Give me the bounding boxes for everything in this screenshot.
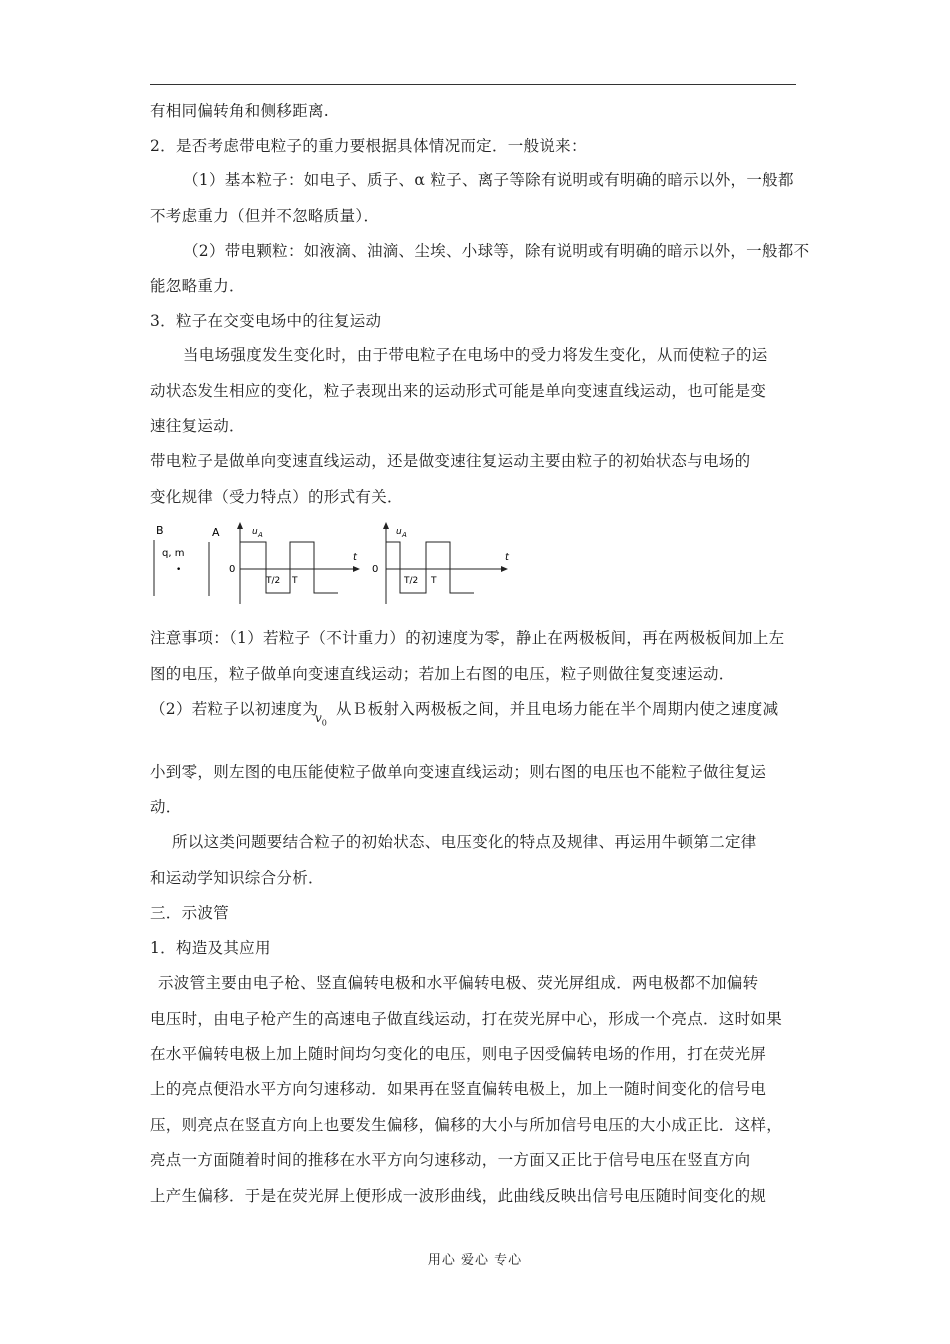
graph-left	[229, 522, 360, 604]
text-line: 不考虑重力（但并不忽略质量）．	[150, 207, 380, 225]
plate-a-label: A	[212, 526, 220, 539]
period-label: T	[292, 576, 298, 586]
graph-right	[372, 522, 510, 604]
page-footer: 用心 爱心 专心	[427, 1253, 523, 1268]
header-rule	[150, 84, 796, 85]
text-line: 上产生偏移．于是在荧光屏上便形成一波形曲线，此曲线反映出信号电压随时间变化的规	[150, 1187, 767, 1205]
text-line: 注意事项：（1）若粒子（不计重力）的初速度为零，静止在两极板间，再在两极板间加上左	[150, 629, 785, 647]
charge-label: q, m	[162, 548, 185, 559]
square-wave	[240, 542, 338, 593]
period-label: T	[431, 576, 437, 586]
y-axis-arrow	[383, 522, 389, 529]
text-line: 2．是否考虑带电粒子的重力要根据具体情况而定．一般说来：	[150, 137, 587, 155]
text-line: 当电场强度发生变化时，由于带电粒子在电场中的受力将发生变化，从而使粒子的运	[183, 346, 768, 364]
text-line: 所以这类问题要结合粒子的初始状态、电压变化的特点及规律、再运用牛顿第二定律	[172, 833, 757, 851]
voltage-diagram	[148, 520, 528, 610]
half-period-label: T/2	[404, 576, 419, 586]
v0-letter: v	[315, 711, 322, 725]
text-line: 动．	[150, 798, 182, 816]
text-line: 动状态发生相应的变化，粒子表现出来的运动形式可能是单向变速直线运动，也可能是变	[150, 382, 767, 400]
text-line: 图的电压，粒子做单向变速直线运动；若加上右图的电压，粒子则做往复变速运动．	[150, 665, 735, 683]
text-line: 小到零，则左图的电压能使粒子做单向变速直线运动；则右图的电压也不能粒子做往复运	[150, 763, 767, 781]
text-line: 速往复运动．	[150, 417, 245, 435]
square-wave	[386, 542, 474, 593]
y-axis-sub: A	[402, 531, 407, 539]
text-line: 从Ｂ板射入两极板之间，并且电场力能在半个周期内使之速度减	[336, 700, 779, 718]
text-line: （1）基本粒子：如电子、质子、α 粒子、离子等除有说明或有明确的暗示以外，一般都	[183, 171, 794, 189]
subsection-heading: 1．构造及其应用	[150, 939, 271, 957]
text-line: 在水平偏转电极上加上随时间均匀变化的电压，则电子因受偏转电场的作用，打在荧光屏	[150, 1045, 767, 1063]
y-axis-sub: A	[258, 531, 263, 539]
v0-symbol	[315, 711, 327, 727]
section-heading: 3．粒子在交变电场中的往复运动	[150, 312, 382, 330]
x-axis-arrow	[501, 566, 508, 572]
particle-dot: •	[176, 565, 182, 575]
x-axis-arrow	[353, 566, 360, 572]
origin-label: 0	[229, 564, 236, 575]
text-line: 示波管主要由电子枪、竖直偏转电极和水平偏转电极、荧光屏组成．两电极都不加偏转	[158, 974, 759, 992]
text-line: 亮点一方面随着时间的推移在水平方向匀速移动，一方面又正比于信号电压在竖直方向	[150, 1151, 751, 1169]
text-line: 压，则亮点在竖直方向上也要发生偏移，偏移的大小与所加信号电压的大小成正比．这样，	[150, 1116, 783, 1134]
y-axis-label: u	[396, 527, 402, 537]
text-line: 能忽略重力．	[150, 277, 245, 295]
text-line: 有相同偏转角和侧移距离.	[150, 102, 330, 120]
text-line: 上的亮点便沿水平方向匀速移动．如果再在竖直偏转电极上，加上一随时间变化的信号电	[150, 1080, 767, 1098]
plate-b-label: B	[156, 524, 164, 537]
section-heading: 三．示波管	[150, 904, 230, 922]
half-period-label: T/2	[266, 576, 281, 586]
y-axis-arrow	[237, 522, 243, 529]
text-line: 带电粒子是做单向变速直线运动，还是做变速往复运动主要由粒子的初始状态与电场的	[150, 452, 751, 470]
text-line: 变化规律（受力特点）的形式有关．	[150, 488, 403, 506]
x-axis-label: t	[505, 552, 509, 563]
v0-subscript: 0	[321, 718, 327, 728]
origin-label: 0	[372, 564, 379, 575]
text-line: （2）若粒子以初速度为	[150, 700, 319, 718]
x-axis-label: t	[353, 552, 357, 563]
text-line: 电压时，由电子枪产生的高速电子做直线运动，打在荧光屏中心，形成一个亮点．这时如果	[150, 1010, 783, 1028]
text-line: （2）带电颗粒：如液滴、油滴、尘埃、小球等，除有说明或有明确的暗示以外，一般都不	[183, 242, 810, 260]
y-axis-label: u	[252, 527, 258, 537]
text-line: 和运动学知识综合分析．	[150, 869, 324, 887]
